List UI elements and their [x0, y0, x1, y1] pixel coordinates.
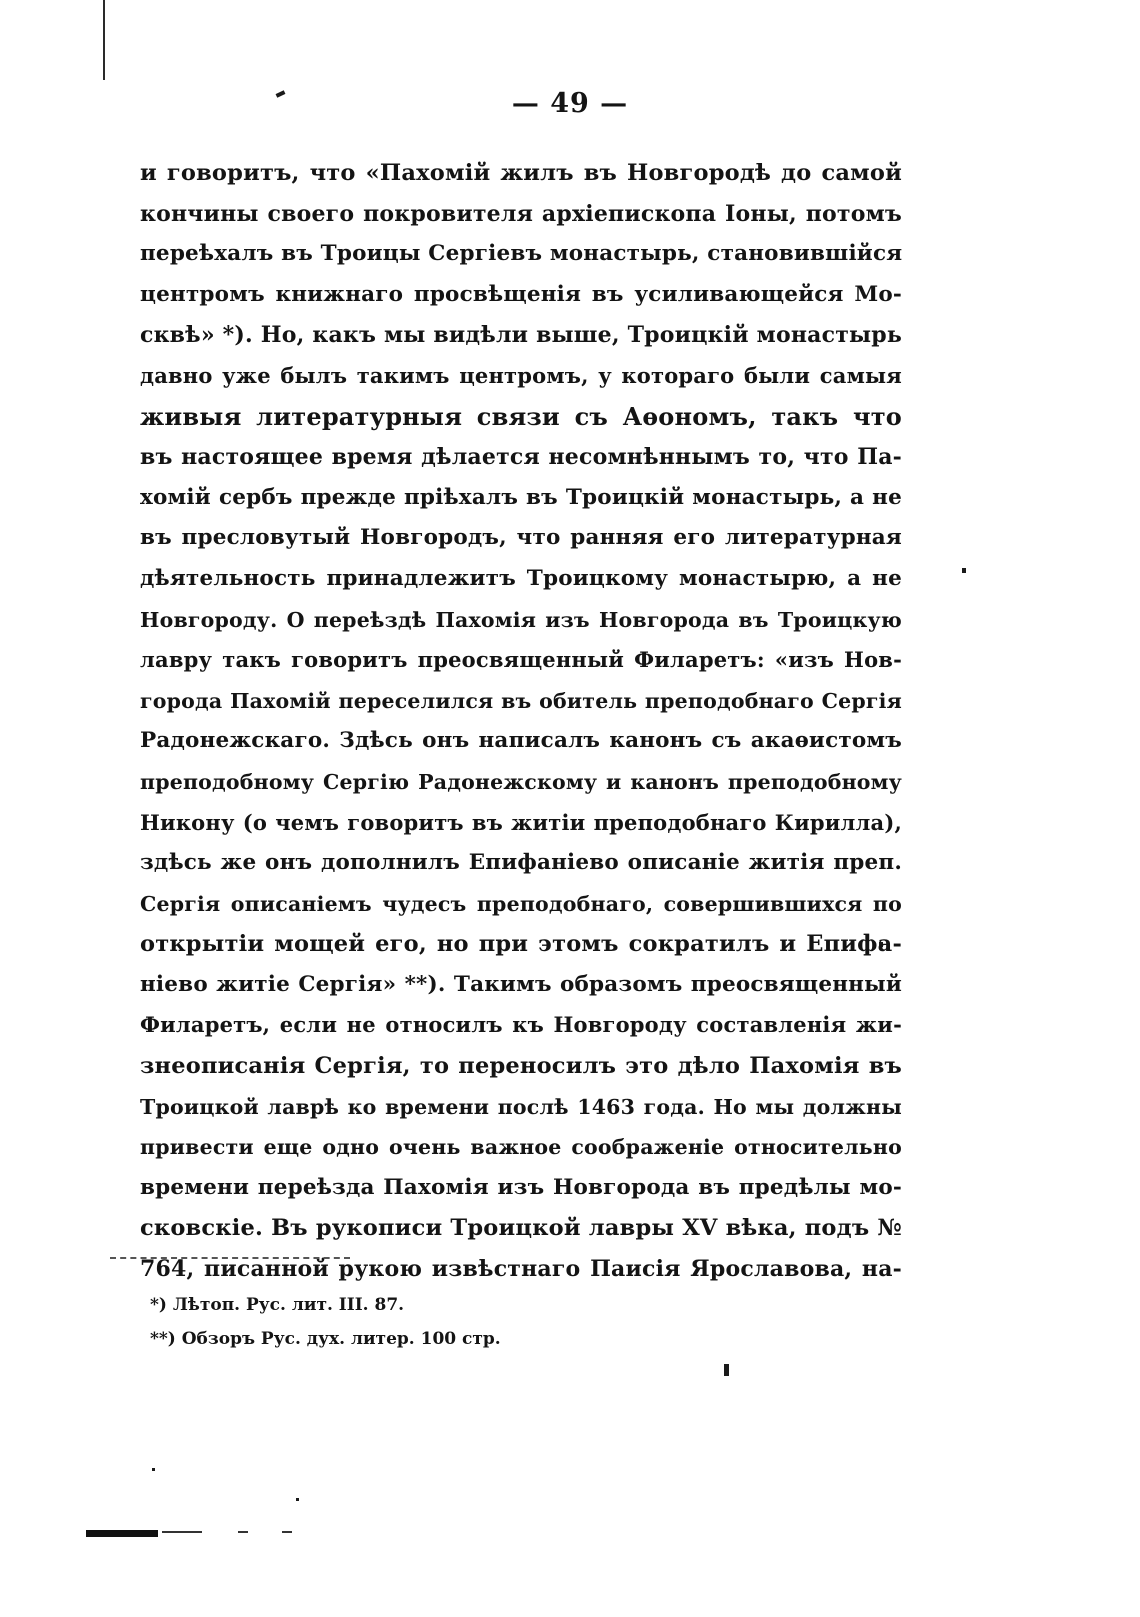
- text-line: и говоритъ, что «Пахомій жилъ въ Новгородѣ до самой: [140, 160, 902, 186]
- text-line: кончины своего покровителя архіепископа Іоны, потомъ: [140, 200, 902, 227]
- scan-speck: [152, 1468, 155, 1471]
- text-line: открытіи мощей его, но при этомъ сократилъ и Епифа-: [140, 931, 902, 958]
- text-line: сквѣ» *). Но, какъ мы видѣли выше, Троицкій монастырь: [140, 322, 902, 349]
- scan-bottom-dash: [238, 1531, 248, 1533]
- footnotes: [150, 1288, 750, 1356]
- text-line: знеописанія Сергія, то переносилъ это дѣло Пахомія въ: [140, 1053, 902, 1080]
- footnote-divider: [110, 1257, 350, 1259]
- text-line: давно уже былъ такимъ центромъ, у котораго были самыя: [140, 362, 902, 388]
- text-line: города Пахомій переселился въ обитель преподобнаго Сергія: [140, 688, 902, 713]
- text-line: дѣятельность принадлежитъ Троицкому монастырю, а не: [140, 565, 902, 591]
- text-line: ніево житіе Сергія» **). Такимъ образомъ преосвященный: [140, 971, 902, 997]
- text-line: времени переѣзда Пахомія изъ Новгорода въ предѣлы мо-: [140, 1174, 902, 1200]
- text-line: центромъ книжнаго просвѣщенія въ усиливающейся Мо-: [140, 281, 902, 307]
- scan-speck: [296, 1498, 299, 1501]
- page-number: — 49 —: [511, 88, 629, 119]
- text-line: здѣсь же онъ дополнилъ Епифаніево описаніе житія преп.: [140, 850, 902, 876]
- text-line: Радонежскаго. Здѣсь онъ написалъ канонъ съ акаѳистомъ: [140, 728, 902, 754]
- text-line: хомій сербъ прежде пріѣхалъ въ Троицкій монастырь, а не: [140, 484, 902, 510]
- scan-bottom-dash: [162, 1531, 202, 1533]
- text-line: Сергія описаніемъ чудесъ преподобнаго, совершившихся по: [140, 891, 902, 916]
- text-line: сковскіе. Въ рукописи Троицкой лавры XV вѣка, подъ №: [140, 1215, 902, 1242]
- text-line: живыя литературныя связи съ Аѳономъ, такъ что: [140, 401, 902, 431]
- text-line: преподобному Сергію Радонежскому и канонъ преподобному: [140, 769, 902, 794]
- footnote: **) Обзоръ Рус. дух. литер. 100 стр.: [150, 1329, 501, 1349]
- scan-edge-mark: [103, 0, 105, 80]
- text-line: въ пресловутый Новгородъ, что ранняя его литературная: [140, 525, 902, 551]
- text-line: Филаретъ, если не относилъ къ Новгороду составленія жи-: [140, 1012, 902, 1038]
- scan-bottom-dash: [282, 1531, 292, 1533]
- text-line: привести еще одно очень важное соображеніе относительно: [140, 1135, 902, 1160]
- text-line: 764, писанной рукою извѣстнаго Паисія Ярославова, на-: [140, 1256, 902, 1283]
- text-line: Троицкой лаврѣ ко времени послѣ 1463 года. Но мы должны: [140, 1094, 902, 1119]
- text-line: Никону (о чемъ говоритъ въ житіи преподобнаго Кирилла),: [140, 809, 902, 835]
- scan-speck: [962, 568, 966, 573]
- text-line: переѣхалъ въ Троицы Сергіевъ монастырь, становившійся: [140, 241, 903, 267]
- scan-bottom-mark: [86, 1530, 158, 1537]
- footnote: *) Лѣтоп. Рус. лит. III. 87.: [150, 1295, 405, 1315]
- text-line: лавру такъ говоритъ преосвященный Филаретъ: «изъ Нов-: [140, 647, 902, 673]
- text-line: Новгороду. О переѣздѣ Пахомія изъ Новгорода въ Троицкую: [140, 607, 902, 632]
- body-text: [140, 153, 902, 1290]
- scan-speck: [724, 1364, 729, 1376]
- text-line: въ настоящее время дѣлается несомнѣннымъ то, что Па-: [140, 444, 902, 471]
